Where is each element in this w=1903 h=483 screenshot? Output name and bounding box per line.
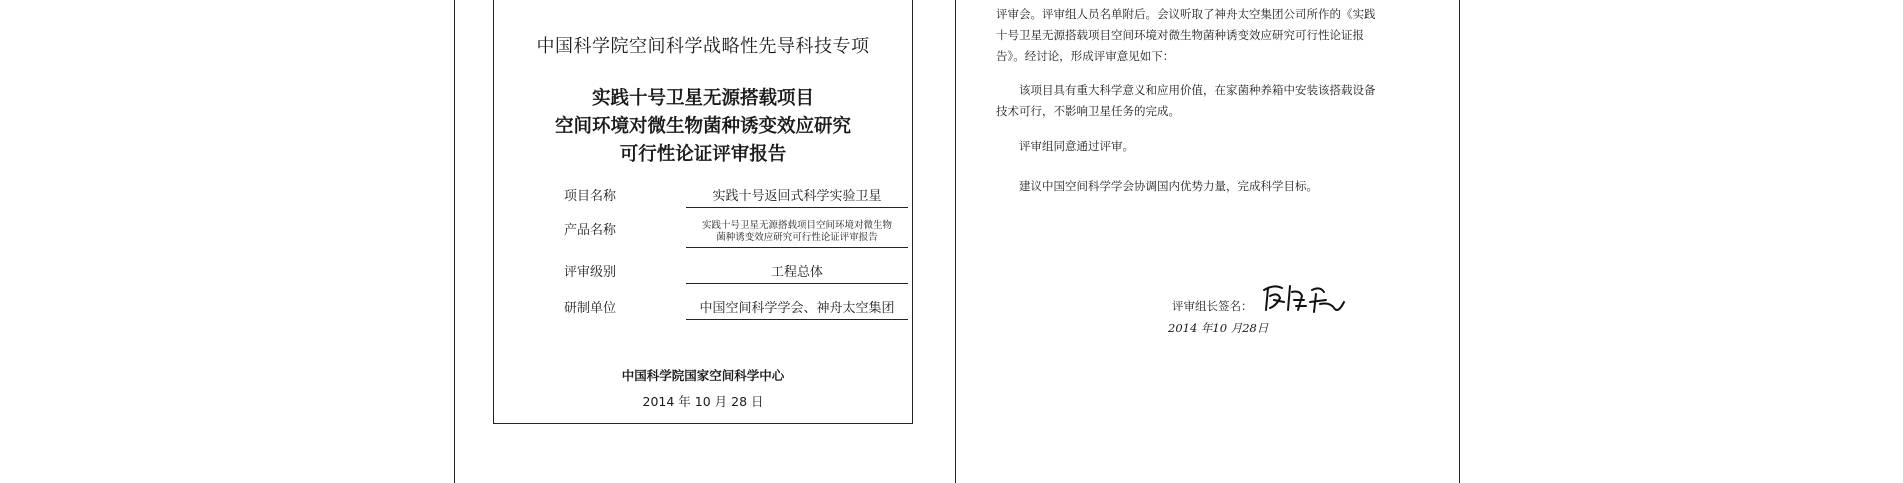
field-label: 评审级别: [564, 265, 617, 280]
paragraph-recommendation: 建议中国空间科学学会协调国内优势力量，完成科学目标。: [1019, 179, 1318, 193]
text-line: 告》。经讨论，形成评审意见如下：: [996, 49, 1175, 63]
field-value: [686, 220, 908, 248]
issuing-organization: 中国科学院国家空间科学中心: [621, 368, 785, 383]
field-project-name: [546, 178, 882, 208]
document-page-left: [454, 0, 960, 483]
program-name: 中国科学院空间科学战略性先导科技专项: [536, 36, 870, 57]
handwritten-signature: [1260, 280, 1346, 316]
signature-date: 2014 年10 月28日: [1168, 321, 1269, 335]
field-label: 项目名称: [564, 189, 617, 204]
issue-date: 2014 年 10 月 28 日: [642, 394, 764, 409]
title-line-1: 实践十号卫星无源搭载项目: [591, 88, 814, 109]
paragraph-meeting: [996, 4, 1416, 67]
paragraph-assessment: [996, 80, 1416, 122]
document-page-right: [955, 0, 1460, 483]
field-review-level: [546, 254, 876, 284]
paragraph-approval: 评审组同意通过评审。: [1019, 139, 1134, 153]
text-line: 评审会。评审组人员名单附后。会议听取了神舟太空集团公司所作的《实践: [996, 7, 1376, 21]
field-value: 实践十号返回式科学实验卫星: [686, 185, 908, 208]
report-title: [494, 85, 912, 169]
field-label: 研制单位: [564, 301, 617, 316]
signature-label: 评审组长签名：: [1172, 299, 1253, 313]
field-value-line-1: 实践十号卫星无源搭载项目空间环境对微生物: [701, 220, 892, 231]
field-developer: [546, 290, 895, 320]
review-opinion-body: [956, 0, 1459, 481]
field-value: 中国空间科学学会、神舟太空集团: [686, 297, 908, 320]
text-line: 技术可行，不影响卫星任务的完成。: [996, 104, 1180, 118]
report-cover-frame: [493, 0, 913, 424]
title-line-2: 空间环境对微生物菌种诱变效应研究: [554, 116, 851, 137]
field-value-line-2: 菌种诱变效应研究可行性论证评审报告: [716, 232, 878, 243]
field-value: 工程总体: [686, 261, 908, 284]
text-line: 十号卫星无源搭载项目空间环境对微生物菌种诱变效应研究可行性论证报: [996, 28, 1364, 42]
field-product-name: [546, 212, 892, 248]
text-line: 该项目具有重大科学意义和应用价值，在家菌种养箱中安装该搭载设备: [1019, 83, 1376, 97]
title-line-3: 可行性论证评审报告: [619, 144, 787, 165]
field-label: 产品名称: [564, 223, 617, 238]
